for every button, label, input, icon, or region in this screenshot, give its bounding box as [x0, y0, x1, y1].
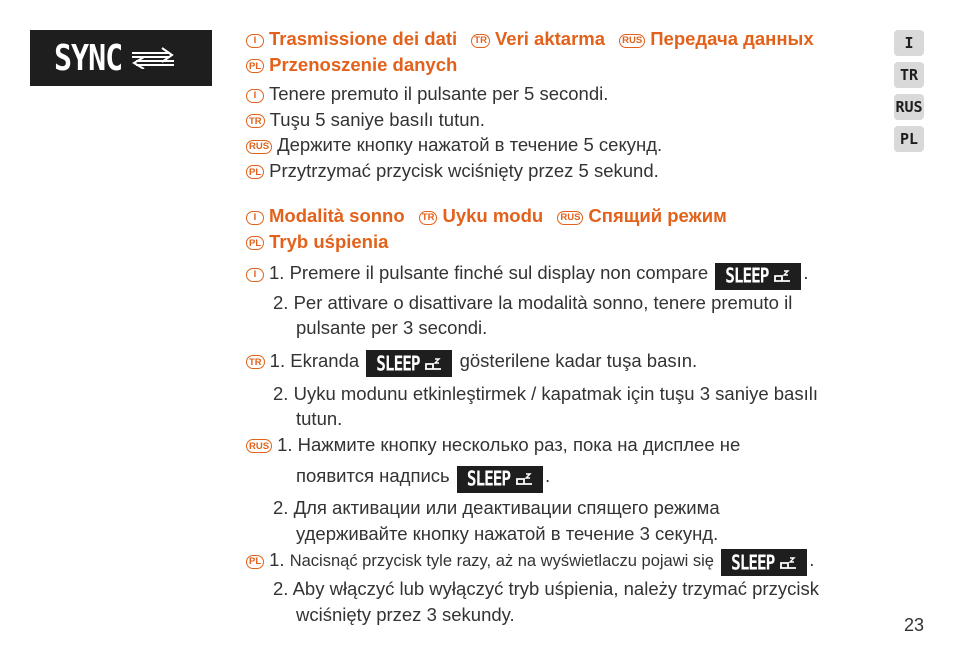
- lang-code-pl: PL: [246, 59, 264, 73]
- step-ru-1: RUS 1. Нажмите кнопку несколько раз, пока на дисплее не: [246, 432, 886, 458]
- sleep-icon: [515, 472, 533, 486]
- step-tr-1: TR 1. Ekranda SLEEP gösterilene kadar tuşa basın.: [246, 341, 886, 381]
- step-tr-2-cont: tutun.: [296, 408, 343, 429]
- lang-code-ru: RUS: [619, 34, 645, 48]
- text-tr: TR Tuşu 5 saniye basılı tutun.: [246, 107, 886, 133]
- sync-arrows-icon: [130, 47, 176, 69]
- manual-content: [246, 26, 886, 627]
- sleep-display-badge: SLEEP: [457, 466, 543, 493]
- page-number: 23: [903, 615, 924, 635]
- step-ru-2: 2. Для активации или деактивации спящего режима: [273, 497, 720, 518]
- step-it-2-cont: pulsante per 3 secondi.: [296, 317, 488, 338]
- lang-code-tr: TR: [471, 34, 490, 48]
- sleep-icon: [773, 269, 791, 283]
- lang-code-it: I: [246, 34, 264, 48]
- sleep-icon: [779, 556, 797, 570]
- sleep-display-badge: SLEEP: [721, 549, 807, 576]
- section-data-transfer-title: I Trasmissione dei dati TR Veri aktarma RUS Передача данных: [246, 26, 886, 52]
- lang-tab-tr: TR: [894, 62, 924, 88]
- step-it-2: 2. Per attivare o disattivare la modalità sonno, tenere premuto il: [273, 291, 793, 313]
- lang-tab-pl: PL: [894, 126, 924, 152]
- lang-tab-ru: RUS: [894, 94, 924, 120]
- step-ru-2-cont: удерживайте кнопку нажатой в течение 3 секунд.: [296, 522, 719, 544]
- sleep-display-badge: SLEEP: [715, 263, 801, 290]
- sync-display-badge: [30, 30, 212, 86]
- section-data-transfer-title-pl: PL Przenoszenie danych: [246, 52, 886, 78]
- step-pl-2: 2. Aby włączyć lub wyłączyć tryb uśpienia, należy trzymać przycisk: [273, 578, 819, 599]
- step-tr-2: 2. Uyku modunu etkinleştirmek / kapatmak için tuşu 3 saniye basılı: [273, 382, 818, 404]
- step-pl-1: PL 1. Nacisnąć przycisk tyle razy, aż na wyświetlaczu pojawi się SLEEP .: [246, 546, 886, 576]
- text-ru: RUS Держите кнопку нажатой в течение 5 секунд.: [246, 132, 886, 158]
- language-tabs: [894, 30, 924, 152]
- step-ru-1-cont: появится надпись SLEEP .: [246, 457, 886, 495]
- text-it: I Tenere premuto il pulsante per 5 secondi.: [246, 81, 886, 107]
- sleep-display-badge: SLEEP: [366, 350, 452, 377]
- sync-label: SYNC: [54, 37, 123, 79]
- text-pl: PL Przytrzymać przycisk wciśnięty przez 5 sekund.: [246, 158, 886, 184]
- step-it-1: I 1. Premere il pulsante finché sul display non compare SLEEP .: [246, 258, 886, 290]
- section-sleep-mode-title: I Modalità sonno TR Uyku modu RUS Спящий режим: [246, 203, 886, 229]
- lang-tab-it: I: [894, 30, 924, 56]
- section-sleep-mode-title-pl: PL Tryb uśpienia: [246, 229, 886, 255]
- step-pl-2-cont: wciśnięty przez 3 sekundy.: [296, 603, 515, 625]
- sleep-icon: [424, 357, 442, 371]
